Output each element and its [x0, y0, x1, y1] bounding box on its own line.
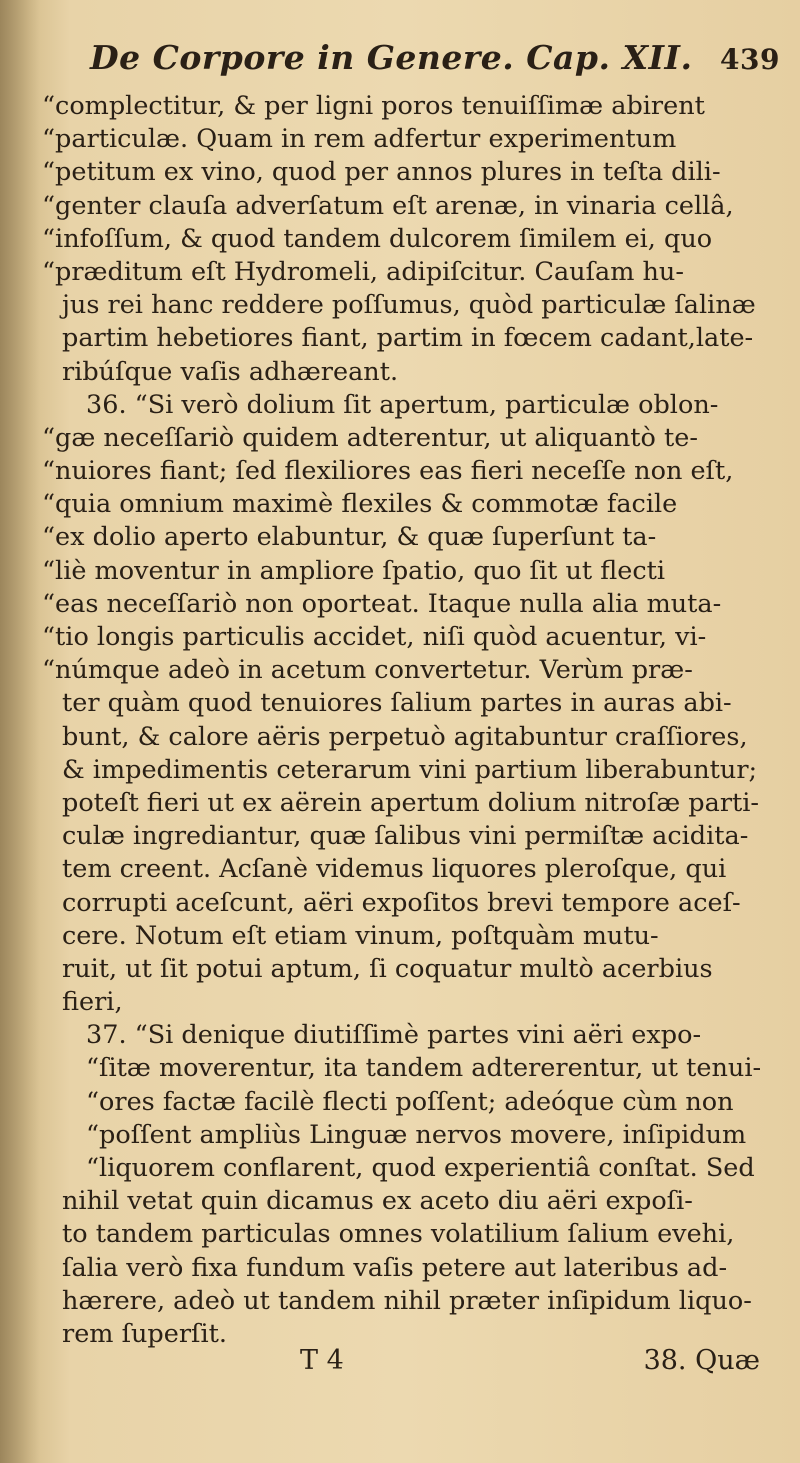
text-line: poteſt fieri ut ex aërein apertum dolium nitroſæ parti-	[62, 787, 760, 818]
text-line: nihil vetat quin dicamus ex aceto diu aëri expoſi-	[62, 1186, 693, 1217]
body-text	[42, 90, 787, 1351]
text-line: “petitum ex vino, quod per annos plures in teſta dili-	[42, 157, 721, 188]
text-line: “ores factæ facilè flecti poſſent; adeóque cùm non	[86, 1086, 734, 1117]
text-line: “tio longis particulis accidet, niſi quòd acuentur, vi-	[42, 622, 707, 652]
text-line: culæ ingrediantur, quæ ſalibus vini permiſtæ acidita-	[62, 821, 749, 852]
text-line: corrupti aceſcunt, aëri expoſitos brevi tempore aceſ-	[62, 887, 741, 918]
text-line: “ex dolio aperto elabuntur, & quæ ſuperſunt ta-	[42, 522, 657, 553]
paragraph-36-start: 36. “Si verò dolium ſit apertum, particulæ oblon-	[86, 389, 719, 420]
running-header	[90, 38, 780, 88]
running-title: De Corpore in Genere. Cap. XII.	[90, 38, 693, 77]
text-line: tem creent. Acſanè videmus liquores pleroſque, qui	[62, 854, 727, 885]
text-line: to tandem particulas omnes volatilium ſalium evehi,	[62, 1219, 735, 1250]
page-number: 439	[720, 43, 780, 76]
signature-mark: T 4	[300, 1345, 344, 1376]
text-line: fieri,	[62, 987, 123, 1018]
text-line: “eas neceſſariò non oporteat. Itaque nulla alia muta-	[42, 588, 722, 619]
gutter-shadow	[0, 0, 40, 1463]
text-line: bunt, & calore aëris perpetuò agitabuntur craſſiores,	[62, 721, 748, 752]
text-line: “gæ neceſſariò quidem adterentur, ut aliquantò te-	[42, 422, 698, 453]
text-line: ribúſque vaſis adhæreant.	[62, 356, 399, 387]
text-line: rem ſuperſit.	[62, 1318, 227, 1349]
text-line: “particulæ. Quam in rem adfertur experimentum	[42, 124, 677, 155]
text-line: “infoſſum, & quod tandem dulcorem ſimilem ei, quo	[42, 223, 713, 254]
text-line: “poſſent ampliùs Linguæ nervos movere, inſipidum	[86, 1119, 747, 1150]
text-line: ruit, ut ſit potui aptum, ſi coquatur multò acerbius	[62, 953, 713, 984]
text-line: hærere, adeò ut tandem nihil præter inſipidum liquo-	[62, 1285, 752, 1316]
text-line: ter quàm quod tenuiores ſalium partes in auras abi-	[62, 688, 732, 719]
text-line: “liquorem conflarent, quod experientiâ conſtat. Sed	[86, 1153, 755, 1183]
catchword: 38. Quæ	[643, 1345, 760, 1376]
text-line: “complectitur, & per ligni poros tenuiſſimæ abirent	[42, 91, 705, 121]
text-line: ſalia verò fixa fundum vaſis petere aut lateribus ad-	[62, 1252, 728, 1283]
paragraph-37-start: 37. “Si denique diutiſſimè partes vini aëri expo-	[86, 1020, 702, 1051]
text-line: “nuiores fiant; ſed flexiliores eas fieri neceſſe non eſt,	[42, 456, 734, 487]
text-line: “genter clauſa adverſatum eſt arenæ, in vinaria cellâ,	[42, 190, 734, 221]
page-footer	[300, 1345, 760, 1376]
text-line: “númque adeò in acetum convertetur. Verùm præ-	[42, 655, 693, 686]
text-line: jus rei hanc reddere poſſumus, quòd particulæ ſalinæ	[62, 290, 756, 321]
text-line: partim hebetiores fiant, partim in fœcem cadant,late-	[62, 323, 754, 354]
text-line: & impedimentis ceterarum vini partium liberabuntur;	[62, 754, 758, 785]
text-line: “quia omnium maximè flexiles & commotæ facile	[42, 489, 678, 520]
text-line: cere. Notum eſt etiam vinum, poſtquàm mutu-	[62, 920, 659, 951]
text-line: “liè moventur in ampliore ſpatio, quo ſit ut flecti	[42, 555, 666, 586]
text-line: “ſitæ moverentur, ita tandem adtererentur, ut tenui-	[86, 1053, 762, 1084]
text-line: “præditum eſt Hydromeli, adipiſcitur. Cauſam hu-	[42, 256, 684, 287]
